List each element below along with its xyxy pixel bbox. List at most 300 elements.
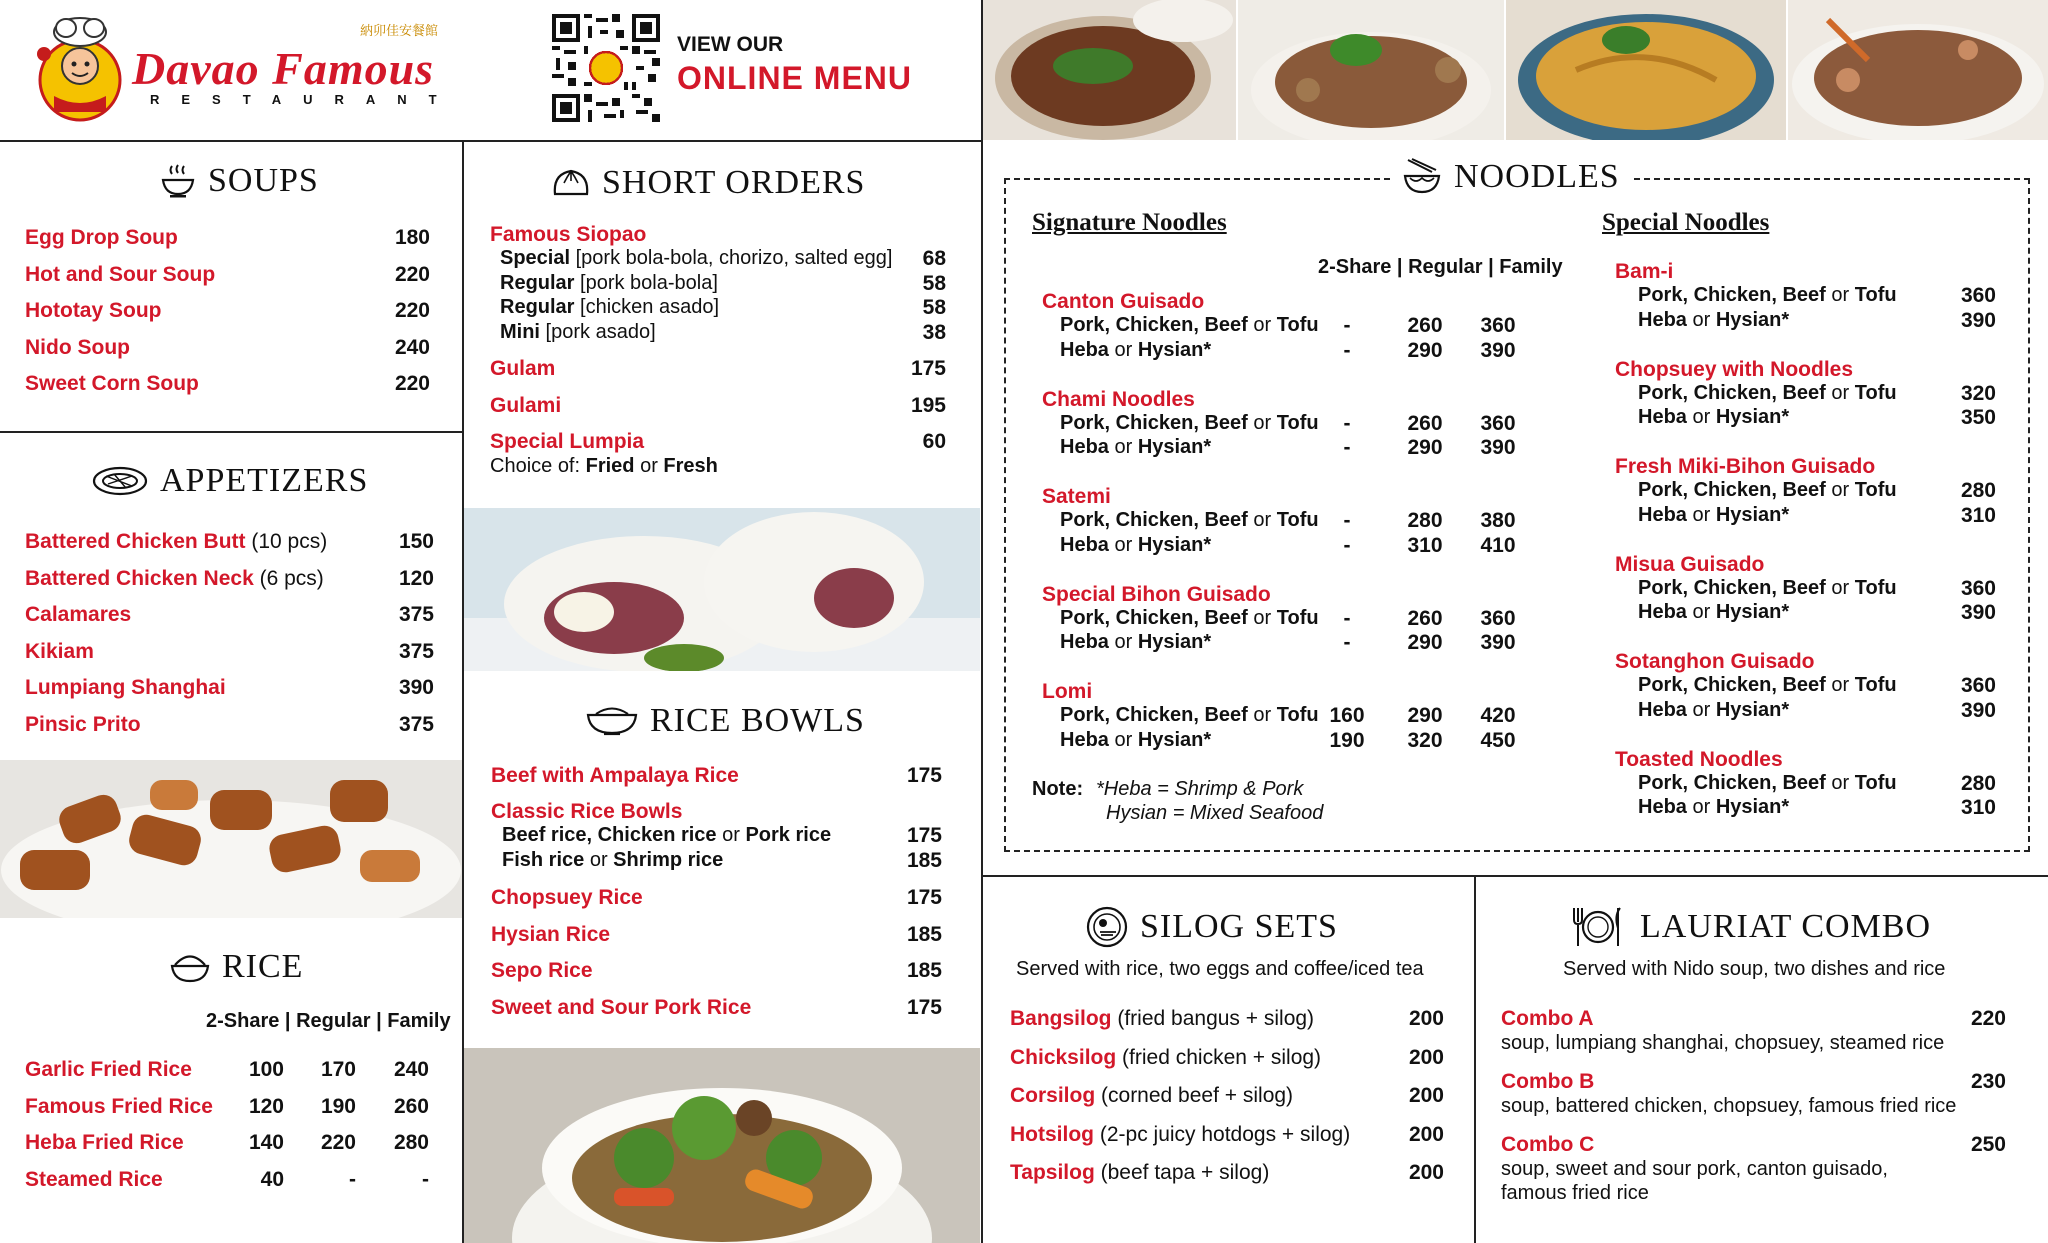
silog-price: 200 bbox=[1408, 1122, 1444, 1146]
noodle-price: - bbox=[1343, 509, 1351, 532]
siopao-variant-desc: [pork bola-bola] bbox=[574, 271, 718, 294]
noodle-variant-b: Tofu bbox=[1276, 314, 1319, 336]
noodle-variant bbox=[1638, 504, 1789, 527]
noodle-variant-a: Heba bbox=[1060, 338, 1109, 361]
noodle-variant-b: Hysian* bbox=[1715, 698, 1790, 721]
special-noodle-name: Chopsuey with Noodles bbox=[1615, 357, 1854, 381]
noodle-variant-b: Tofu bbox=[1854, 284, 1897, 306]
soup-item-price: 240 bbox=[394, 335, 430, 359]
noodle-price: - bbox=[1343, 533, 1351, 557]
noodle-variant-or: or bbox=[1108, 338, 1138, 361]
noodle-price: 310 bbox=[1407, 533, 1443, 557]
noodle-variant bbox=[1638, 772, 1897, 795]
special-noodle-name: Fresh Miki-Bihon Guisado bbox=[1615, 455, 1876, 478]
photo-bihon-seafood bbox=[1788, 0, 2048, 140]
noodle-variant-or: or bbox=[1108, 728, 1138, 751]
platter-icon bbox=[92, 464, 148, 498]
noodles-note-1: *Heba = Shrimp & Pork bbox=[1096, 778, 1304, 800]
classic-rice-bowls: Classic Rice Bowls bbox=[491, 800, 683, 823]
qr-caption-line1: VIEW OUR bbox=[677, 33, 784, 56]
rice-price-regular: - bbox=[349, 1167, 356, 1191]
column-divider-2 bbox=[981, 0, 983, 1243]
combo-name: Combo A bbox=[1501, 1007, 1594, 1030]
appetizer-item-price: 150 bbox=[398, 530, 434, 553]
silog-lauriat-divider bbox=[1474, 876, 1476, 1243]
noodle-variant-b: Tofu bbox=[1276, 509, 1319, 531]
noodle-variant-or: or bbox=[1825, 381, 1855, 404]
noodle-price: 360 bbox=[1480, 314, 1516, 337]
beef-ampalaya-rice: Beef with Ampalaya Rice bbox=[491, 764, 739, 787]
noodle-variant-or: or bbox=[1108, 436, 1138, 458]
special-noodle-price: 360 bbox=[1960, 284, 1996, 307]
noodle-price: 290 bbox=[1407, 338, 1443, 362]
rice-price-2share: 120 bbox=[248, 1094, 284, 1118]
noodle-variant-or: or bbox=[1686, 406, 1716, 428]
brand-chinese: 納卯佳安餐館 bbox=[360, 23, 439, 38]
noodle-variant-b: Tofu bbox=[1276, 704, 1319, 726]
soup-item-name: Hot and Sour Soup bbox=[25, 262, 216, 286]
siopao-variant-price: 38 bbox=[922, 320, 946, 344]
special-noodle-price: 320 bbox=[1960, 381, 1996, 405]
special-noodle-name: Toasted Noodles bbox=[1615, 747, 1783, 771]
combo-price: 220 bbox=[1970, 1007, 2006, 1030]
siopao-variant bbox=[500, 296, 719, 319]
classic-line2: Fish rice or Shrimp rice bbox=[502, 849, 724, 871]
noodle-price: 290 bbox=[1407, 436, 1443, 459]
noodle-price: 190 bbox=[1329, 728, 1365, 752]
silog-item bbox=[1010, 1007, 1314, 1031]
rice-price-family: 280 bbox=[393, 1131, 429, 1154]
noodle-variant bbox=[1060, 314, 1319, 337]
noodle-price: - bbox=[1343, 338, 1351, 362]
noodle-variant bbox=[1060, 534, 1211, 557]
appetizer-item-name bbox=[25, 603, 131, 627]
noodle-variant-or: or bbox=[1686, 796, 1716, 818]
rice-bowl-price: 175 bbox=[906, 995, 942, 1019]
noodle-variant-b: Tofu bbox=[1276, 606, 1319, 629]
siopao-variant-name: Mini bbox=[500, 320, 540, 343]
rice-price-regular: 190 bbox=[320, 1094, 356, 1118]
special-noodle-price: 360 bbox=[1960, 576, 1996, 600]
siopao-variant-price: 68 bbox=[922, 247, 946, 270]
rice-price-2share: 40 bbox=[260, 1167, 284, 1191]
noodle-price: 420 bbox=[1480, 704, 1516, 727]
silog-desc: (2-pc juicy hotdogs + silog) bbox=[1099, 1122, 1351, 1146]
siopao-variant-name: Special bbox=[500, 247, 571, 269]
beef-ampalaya-rice-price: 175 bbox=[906, 764, 942, 787]
noodle-variant-b: Hysian* bbox=[1137, 338, 1212, 361]
noodle-variant bbox=[1638, 796, 1789, 819]
soup-item-price: 180 bbox=[394, 226, 430, 249]
noodle-variant-or: or bbox=[1247, 606, 1277, 629]
noodle-variant-or: or bbox=[1686, 601, 1716, 623]
noodle-variant-a: Heba bbox=[1060, 436, 1109, 458]
famous-siopao-title: Famous Siopao bbox=[490, 223, 647, 246]
signature-noodles-title: Signature Noodles bbox=[1032, 209, 1227, 236]
noodle-variant-or: or bbox=[1825, 479, 1855, 501]
qr-code[interactable] bbox=[552, 14, 660, 122]
noodle-variant-a: Heba bbox=[1638, 308, 1687, 331]
siopao-variant bbox=[500, 247, 892, 270]
noodle-price: 260 bbox=[1407, 411, 1443, 435]
plate-icon bbox=[1086, 906, 1128, 948]
noodle-variant-b: Hysian* bbox=[1715, 796, 1790, 818]
noodle-variant-b: Hysian* bbox=[1137, 436, 1212, 458]
signature-noodle-name: Chami Noodles bbox=[1042, 387, 1195, 411]
rice-price-2share: 140 bbox=[248, 1131, 284, 1154]
combo-desc-2: famous fried rice bbox=[1501, 1182, 1649, 1204]
soup-item-name: Sweet Corn Soup bbox=[25, 372, 199, 395]
silog-name: Tapsilog bbox=[1010, 1161, 1095, 1184]
noodle-variant bbox=[1060, 729, 1211, 752]
qr-caption-line2[interactable]: ONLINE MENU bbox=[677, 60, 912, 96]
noodle-variant bbox=[1638, 406, 1789, 429]
silog-desc: (fried chicken + silog) bbox=[1122, 1045, 1322, 1069]
rice-price-family: 260 bbox=[393, 1094, 429, 1118]
special-noodle-price: 310 bbox=[1960, 503, 1996, 527]
noodle-variant-a: Pork, Chicken, Beef bbox=[1060, 606, 1248, 629]
noodle-variant-a: Pork, Chicken, Beef bbox=[1638, 284, 1826, 306]
rice-item-name: Famous Fried Rice bbox=[25, 1094, 213, 1118]
appetizer-item-name bbox=[25, 530, 327, 554]
noodle-variant-or: or bbox=[1825, 576, 1855, 599]
noodle-variant bbox=[1060, 631, 1211, 654]
noodle-price: - bbox=[1343, 631, 1351, 654]
rice-price-family: - bbox=[422, 1167, 429, 1191]
noodle-variant-b: Hysian* bbox=[1137, 631, 1212, 653]
appetizer-item-name bbox=[25, 676, 226, 700]
noodle-variant bbox=[1638, 601, 1789, 624]
noodle-price: - bbox=[1343, 314, 1351, 337]
noodle-variant-or: or bbox=[1247, 411, 1277, 434]
short-order-name: Gulam bbox=[490, 357, 556, 380]
noodle-variant-or: or bbox=[1825, 284, 1855, 306]
silog-price: 200 bbox=[1408, 1161, 1444, 1184]
noodle-variant-b: Hysian* bbox=[1137, 728, 1212, 751]
silog-price: 200 bbox=[1408, 1045, 1444, 1069]
lumpia-choice: Choice of: Fried or Fresh bbox=[490, 455, 718, 477]
noodle-variant-b: Hysian* bbox=[1715, 308, 1790, 331]
appetizer-item-name bbox=[25, 713, 141, 737]
silog-desc: (beef tapa + silog) bbox=[1100, 1161, 1270, 1184]
silog-desc: (fried bangus + silog) bbox=[1117, 1007, 1315, 1030]
noodle-variant bbox=[1060, 339, 1211, 362]
silog-name: Corsilog bbox=[1010, 1084, 1096, 1107]
silog-title: SILOG SETS bbox=[1086, 906, 1338, 948]
rice-price-regular: 220 bbox=[320, 1131, 356, 1154]
rice-bowl-price: 185 bbox=[906, 922, 942, 946]
noodle-variant-a: Pork, Chicken, Beef bbox=[1638, 576, 1826, 599]
appetizer-name: Lumpiang Shanghai bbox=[25, 676, 226, 699]
noodle-variant bbox=[1638, 479, 1897, 502]
noodle-price: 260 bbox=[1407, 314, 1443, 337]
noodle-price: 450 bbox=[1480, 728, 1516, 752]
special-noodle-price: 350 bbox=[1960, 406, 1996, 429]
noodle-variant bbox=[1638, 382, 1897, 405]
signature-noodle-name: Lomi bbox=[1042, 680, 1093, 703]
silog-price: 200 bbox=[1408, 1007, 1444, 1030]
special-noodle-name: Sotanghon Guisado bbox=[1615, 650, 1815, 673]
noodle-variant-or: or bbox=[1108, 533, 1138, 556]
noodles-price-header: 2-Share | Regular | Family bbox=[1318, 256, 1563, 278]
brand-name: Davao Famous bbox=[132, 43, 435, 94]
siopao-variant-price: 58 bbox=[922, 296, 946, 319]
lauriat-title: LAURIAT COMBO bbox=[1568, 906, 1931, 948]
silog-subtitle: Served with rice, two eggs and coffee/iced tea bbox=[1016, 958, 1424, 980]
silog-price: 200 bbox=[1408, 1084, 1444, 1107]
noodle-variant bbox=[1060, 509, 1319, 532]
noodle-variant-a: Heba bbox=[1060, 631, 1109, 653]
silog-item bbox=[1010, 1046, 1321, 1070]
rice-item-name: Steamed Rice bbox=[25, 1167, 163, 1191]
classic-line1-price: 175 bbox=[906, 824, 942, 847]
photo-fried-appetizers bbox=[0, 760, 462, 918]
rice-item-name: Garlic Fried Rice bbox=[25, 1058, 192, 1081]
classic-line2-price: 185 bbox=[906, 849, 942, 872]
logo bbox=[34, 14, 474, 124]
special-noodle-name: Misua Guisado bbox=[1615, 552, 1765, 576]
appetizer-note: (6 pcs) bbox=[259, 566, 324, 590]
photo-chopsuey-bowl bbox=[464, 1048, 980, 1243]
appetizer-name: Calamares bbox=[25, 603, 132, 626]
soups-title: SOUPS bbox=[160, 162, 319, 200]
special-noodle-price: 310 bbox=[1960, 796, 1996, 819]
appetizer-item-price: 390 bbox=[398, 676, 434, 699]
rice-bowl-name: Sepo Rice bbox=[491, 959, 593, 982]
silog-desc: (corned beef + silog) bbox=[1101, 1084, 1294, 1107]
combo-name: Combo B bbox=[1501, 1070, 1595, 1093]
noodle-variant-a: Pork, Chicken, Beef bbox=[1638, 479, 1826, 501]
noodle-variant-a: Heba bbox=[1638, 601, 1687, 623]
noodle-variant-b: Tofu bbox=[1854, 674, 1897, 696]
noodle-variant bbox=[1638, 699, 1789, 722]
soup-item-name: Hototay Soup bbox=[25, 299, 162, 322]
silog-name: Chicksilog bbox=[1010, 1045, 1117, 1069]
noodle-variant-a: Heba bbox=[1060, 728, 1109, 751]
noodle-price: - bbox=[1343, 436, 1351, 459]
noodle-variant bbox=[1060, 607, 1319, 630]
noodle-variant-b: Tofu bbox=[1854, 479, 1897, 501]
noodle-variant-a: Pork, Chicken, Beef bbox=[1060, 509, 1248, 531]
noodle-variant bbox=[1638, 309, 1789, 332]
special-noodle-name: Bam-i bbox=[1615, 260, 1674, 283]
noodles-note-label: Note: bbox=[1032, 778, 1084, 800]
appetizer-item-price: 375 bbox=[398, 639, 434, 663]
noodle-variant bbox=[1060, 704, 1319, 727]
noodle-variant-b: Hysian* bbox=[1715, 503, 1790, 526]
brand-subtitle: RESTAURANT bbox=[150, 92, 459, 107]
siopao-variant bbox=[500, 321, 656, 344]
noodle-variant-a: Heba bbox=[1638, 796, 1687, 818]
signature-noodle-name: Satemi bbox=[1042, 485, 1111, 508]
noodle-variant bbox=[1638, 284, 1897, 307]
noodle-variant-or: or bbox=[1108, 631, 1138, 653]
rice-bowls-title: RICE BOWLS bbox=[586, 702, 865, 740]
siopao-variant-name: Regular bbox=[500, 271, 575, 294]
short-order-name: Special Lumpia bbox=[490, 430, 645, 453]
noodle-price: 360 bbox=[1480, 606, 1516, 630]
noodle-variant-a: Pork, Chicken, Beef bbox=[1060, 704, 1248, 726]
noodle-price: 360 bbox=[1480, 411, 1516, 435]
siopao-variant bbox=[500, 272, 718, 295]
photo-noodles-meatballs bbox=[1238, 0, 1504, 140]
noodle-variant-b: Tofu bbox=[1854, 381, 1897, 404]
rice-price-2share: 100 bbox=[248, 1058, 284, 1081]
combo-desc: soup, battered chicken, chopsuey, famous fried rice bbox=[1501, 1095, 1957, 1117]
chef-mascot-icon bbox=[34, 14, 126, 122]
siopao-variant-price: 58 bbox=[922, 271, 946, 295]
noodle-variant-a: Pork, Chicken, Beef bbox=[1638, 674, 1826, 696]
noodle-variant-b: Hysian* bbox=[1715, 406, 1790, 428]
noodle-variant-b: Tofu bbox=[1854, 576, 1897, 599]
special-noodle-price: 390 bbox=[1960, 308, 1996, 332]
noodle-price: 260 bbox=[1407, 606, 1443, 630]
short-orders-title: SHORT ORDERS bbox=[552, 164, 865, 202]
lauriat-subtitle: Served with Nido soup, two dishes and rice bbox=[1563, 958, 1946, 980]
noodle-price: 390 bbox=[1480, 338, 1516, 362]
combo-desc: soup, lumpiang shanghai, chopsuey, steamed rice bbox=[1501, 1032, 1945, 1054]
rice-bowl-icon bbox=[170, 950, 210, 984]
siopao-variant-desc: [chicken asado] bbox=[574, 296, 719, 318]
noodle-variant-or: or bbox=[1686, 698, 1716, 721]
appetizer-name: Battered Chicken Neck bbox=[25, 566, 254, 590]
short-order-name: Gulami bbox=[490, 393, 562, 417]
appetizers-title: APPETIZERS bbox=[92, 462, 368, 500]
appetizer-item-price: 375 bbox=[398, 603, 434, 626]
silog-item bbox=[1010, 1161, 1269, 1185]
rice-bowl-name: Hysian Rice bbox=[491, 922, 611, 946]
noodle-price: 290 bbox=[1407, 704, 1443, 727]
soup-item-price: 220 bbox=[394, 372, 430, 395]
silog-item bbox=[1010, 1084, 1293, 1108]
appetizer-name: Battered Chicken Butt bbox=[25, 530, 246, 553]
noodle-price: 320 bbox=[1407, 728, 1443, 752]
noodle-price: - bbox=[1343, 606, 1351, 630]
combo-price: 230 bbox=[1970, 1070, 2006, 1093]
rice-bowl-price: 175 bbox=[906, 886, 942, 909]
rice-bowl-price: 185 bbox=[906, 959, 942, 982]
noodle-price: 380 bbox=[1480, 509, 1516, 532]
noodle-variant-or: or bbox=[1247, 314, 1277, 336]
noodle-variant-b: Tofu bbox=[1276, 411, 1319, 434]
noodle-variant-b: Hysian* bbox=[1137, 533, 1212, 556]
short-order-price: 175 bbox=[910, 357, 946, 380]
noodle-variant-or: or bbox=[1247, 704, 1277, 726]
noodles-note-2: Hysian = Mixed Seafood bbox=[1106, 802, 1324, 824]
signature-noodle-name: Special Bihon Guisado bbox=[1042, 582, 1271, 606]
noodle-variant-or: or bbox=[1247, 509, 1277, 531]
special-noodle-price: 390 bbox=[1960, 601, 1996, 624]
noodle-price: 290 bbox=[1407, 631, 1443, 654]
noodle-price: 160 bbox=[1329, 704, 1365, 727]
special-noodles-title: Special Noodles bbox=[1602, 209, 1770, 236]
noodle-variant-b: Hysian* bbox=[1715, 601, 1790, 623]
short-order-price: 195 bbox=[910, 393, 946, 417]
rice-price-header: 2-Share | Regular | Family bbox=[206, 1010, 451, 1032]
noodle-variant-b: Tofu bbox=[1854, 771, 1897, 794]
noodles-title: NOODLES bbox=[1390, 158, 1632, 196]
soup-item-price: 220 bbox=[394, 299, 430, 322]
soup-item-name: Egg Drop Soup bbox=[25, 226, 178, 249]
signature-noodle-name: Canton Guisado bbox=[1042, 290, 1205, 313]
appetizer-name: Pinsic Prito bbox=[25, 712, 141, 736]
rice-price-regular: 170 bbox=[320, 1058, 356, 1081]
noodle-variant-a: Heba bbox=[1638, 698, 1687, 721]
noodle-variant-a: Pork, Chicken, Beef bbox=[1060, 314, 1248, 336]
appetizer-name: Kikiam bbox=[25, 639, 94, 663]
noodle-price: - bbox=[1343, 411, 1351, 435]
special-noodle-price: 390 bbox=[1960, 698, 1996, 722]
rice-bowl-name: Sweet and Sour Pork Rice bbox=[491, 995, 752, 1019]
silog-name: Bangsilog bbox=[1010, 1007, 1112, 1030]
noodle-variant bbox=[1638, 674, 1897, 697]
appetizer-note: (10 pcs) bbox=[251, 530, 328, 553]
utensils-icon bbox=[1568, 906, 1628, 948]
photo-siopao bbox=[464, 508, 980, 671]
noodle-variant-or: or bbox=[1686, 308, 1716, 331]
soup-bowl-icon bbox=[160, 163, 196, 199]
soups-divider bbox=[0, 431, 463, 433]
classic-line1: Beef rice, Chicken rice or Pork rice bbox=[502, 824, 832, 846]
noodle-variant-a: Pork, Chicken, Beef bbox=[1638, 771, 1826, 794]
noodle-variant-a: Heba bbox=[1638, 406, 1687, 428]
siopao-variant-desc: [pork asado] bbox=[540, 320, 656, 343]
siopao-icon bbox=[552, 167, 590, 199]
noodle-variant-or: or bbox=[1825, 674, 1855, 696]
combo-name: Combo C bbox=[1501, 1133, 1595, 1156]
noodle-variant-or: or bbox=[1686, 503, 1716, 526]
noodle-price: 280 bbox=[1407, 509, 1443, 532]
noodle-variant bbox=[1638, 577, 1897, 600]
noodle-bowl-icon bbox=[1402, 158, 1442, 196]
noodle-price: 410 bbox=[1480, 533, 1516, 557]
special-noodle-price: 280 bbox=[1960, 771, 1996, 795]
soup-item-name: Nido Soup bbox=[25, 335, 130, 359]
special-noodle-price: 280 bbox=[1960, 479, 1996, 502]
siopao-variant-desc: [pork bola-bola, chorizo, salted egg] bbox=[570, 247, 893, 269]
photo-soup-bowl bbox=[983, 0, 1236, 140]
combo-price: 250 bbox=[1970, 1133, 2006, 1156]
noodles-bottom-divider bbox=[983, 875, 2048, 877]
noodle-variant-a: Heba bbox=[1638, 503, 1687, 526]
noodle-price: 390 bbox=[1480, 631, 1516, 654]
siopao-variant-name: Regular bbox=[500, 296, 575, 318]
noodle-variant-a: Pork, Chicken, Beef bbox=[1060, 411, 1248, 434]
combo-desc: soup, sweet and sour pork, canton guisado, bbox=[1501, 1158, 1888, 1180]
noodle-variant bbox=[1060, 436, 1211, 459]
appetizer-item-name bbox=[25, 567, 324, 591]
appetizer-item-price: 375 bbox=[398, 712, 434, 736]
noodle-variant-or: or bbox=[1825, 771, 1855, 794]
appetizer-item-name bbox=[25, 640, 94, 664]
silog-item bbox=[1010, 1123, 1350, 1147]
appetizer-item-price: 120 bbox=[398, 566, 434, 590]
noodle-variant-a: Heba bbox=[1060, 533, 1109, 556]
short-order-price: 60 bbox=[922, 430, 946, 453]
header-divider bbox=[0, 140, 983, 142]
special-noodle-price: 360 bbox=[1960, 674, 1996, 697]
rice-price-family: 240 bbox=[393, 1058, 429, 1081]
rice-title: RICE bbox=[170, 948, 303, 986]
rice-item-name: Heba Fried Rice bbox=[25, 1131, 184, 1154]
rice-bowl-name: Chopsuey Rice bbox=[491, 886, 643, 909]
noodle-variant-a: Pork, Chicken, Beef bbox=[1638, 381, 1826, 404]
rice-bowl-icon bbox=[586, 705, 638, 737]
soup-item-price: 220 bbox=[394, 262, 430, 286]
noodle-price: 390 bbox=[1480, 436, 1516, 459]
silog-name: Hotsilog bbox=[1010, 1122, 1094, 1146]
noodle-variant bbox=[1060, 412, 1319, 435]
